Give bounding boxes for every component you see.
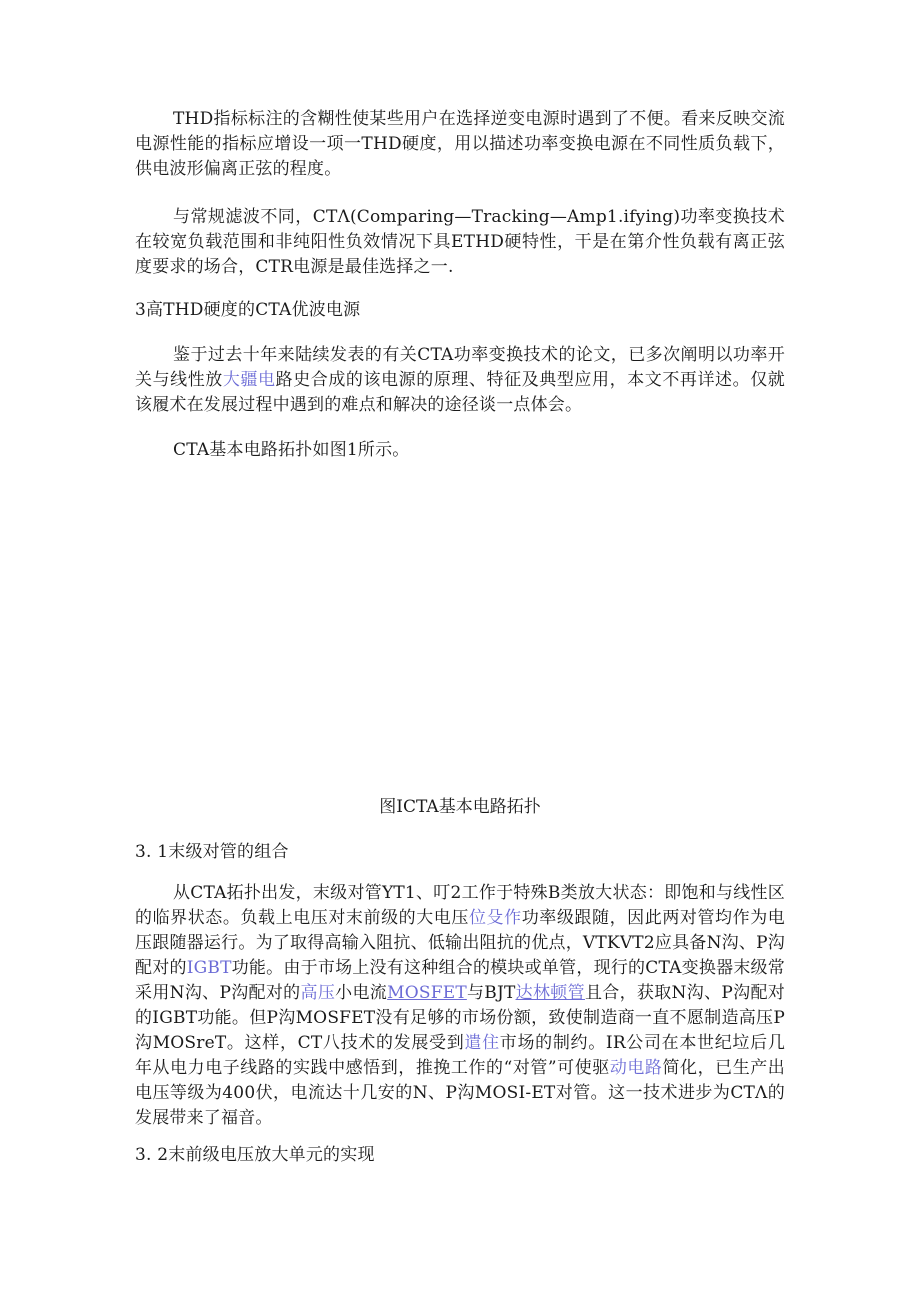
section-heading-3-2: 3. 2末前级电压放大单元的实现: [135, 1145, 375, 1165]
section-heading-3: 3高THD硬度的CTA优波电源: [135, 300, 361, 320]
hyperlink-text[interactable]: 高压: [300, 983, 336, 1003]
paragraph-text: 鉴于过去十年来陆续发表的有关CTA功率变换技术的论文，已多次阐明以功率开关与线性放: [135, 345, 785, 390]
paragraph-text: 路史合成的该电源的原理、特征及典型应用，本文不再详述。仅就该履术在发展过程中遇到的难点和解决的途径谈一点体会。: [135, 370, 785, 415]
paragraph-figure-ref: CTA基本电路拓扑如图1所示。: [173, 440, 410, 460]
section-heading-3-1: 3. 1末级对管的组合: [135, 842, 289, 862]
hyperlink-text[interactable]: MOSFET: [387, 983, 467, 1003]
paragraph-text: 与BJT: [466, 983, 516, 1003]
paragraph-cta-papers: [135, 343, 785, 418]
paragraph-text: 从CTA拓扑出发，末级对管YT1、叮2工作于特殊B类放大状态：即饱和与线性区的临界状态。负载上电压对末前级的大电压: [135, 883, 785, 928]
paragraph-thd-intro: THD指标标注的含糊性使某些用户在选择逆变电源时遇到了不便。看来反映交流电源性能的指标应增设一项一THD硬度，用以描述功率变换电源在不同性质负载下，供电波形偏离正弦的程度。: [135, 109, 785, 179]
paragraph-text: 小电流: [335, 983, 388, 1003]
paragraph-text: 功率级跟随，因此两对管均作为电压跟随器运行。为了取得高输入阻抗、低输出阻抗的优点，VTKVT2应具备N沟、P沟配对的: [135, 908, 785, 978]
paragraph-text: 且合，获取N沟、P沟配对的IGBT功能。但P沟MOSFET没有足够的市场份额，致使制造商一直不愿制造高压P沟MOSreT。这样，CT八技术的发展受到: [135, 983, 785, 1053]
hyperlink-text[interactable]: 位殳作: [468, 908, 522, 928]
hyperlink-text[interactable]: 大疆电: [222, 370, 276, 390]
paragraph-cta-filtering: 与常规滤波不同，CTΛ(Comparing—Tracking—Amp1.ifying)功率变换技术在较宽负载范围和非纯阳性负效情况下具ETHD硬特性，干是在第介性负载有离正弦度要求的场合，CTR电源是最佳选择之一.: [135, 207, 785, 277]
hyperlink-text[interactable]: 遣住: [464, 1033, 500, 1053]
hyperlink-text[interactable]: IGBT: [186, 958, 232, 978]
paragraph-text: 功能。由于市场上没有这种组合的模块或单管，现行的CTA变换器末级常采用N沟、P沟配对的: [135, 958, 785, 1003]
hyperlink-text[interactable]: 动电路: [609, 1058, 663, 1078]
paragraph-final-stage-pair: [135, 881, 785, 1131]
figure-placeholder: [135, 470, 785, 780]
paragraph-text: 简化，已生产出电压等级为400伏，电流达十几安的N、P沟MOSI-ET对管。这一技术进步为CTΛ的发展带来了福音。: [135, 1058, 785, 1128]
hyperlink-text[interactable]: 达林顿管: [515, 983, 585, 1003]
figure-caption: 图ICTA基本电路拓扑: [379, 797, 541, 817]
paragraph-text: 市场的制约。IR公司在本世纪垃后几年从电力电子线路的实践中感悟到，推挽工作的“对管”可使驱: [135, 1033, 786, 1078]
